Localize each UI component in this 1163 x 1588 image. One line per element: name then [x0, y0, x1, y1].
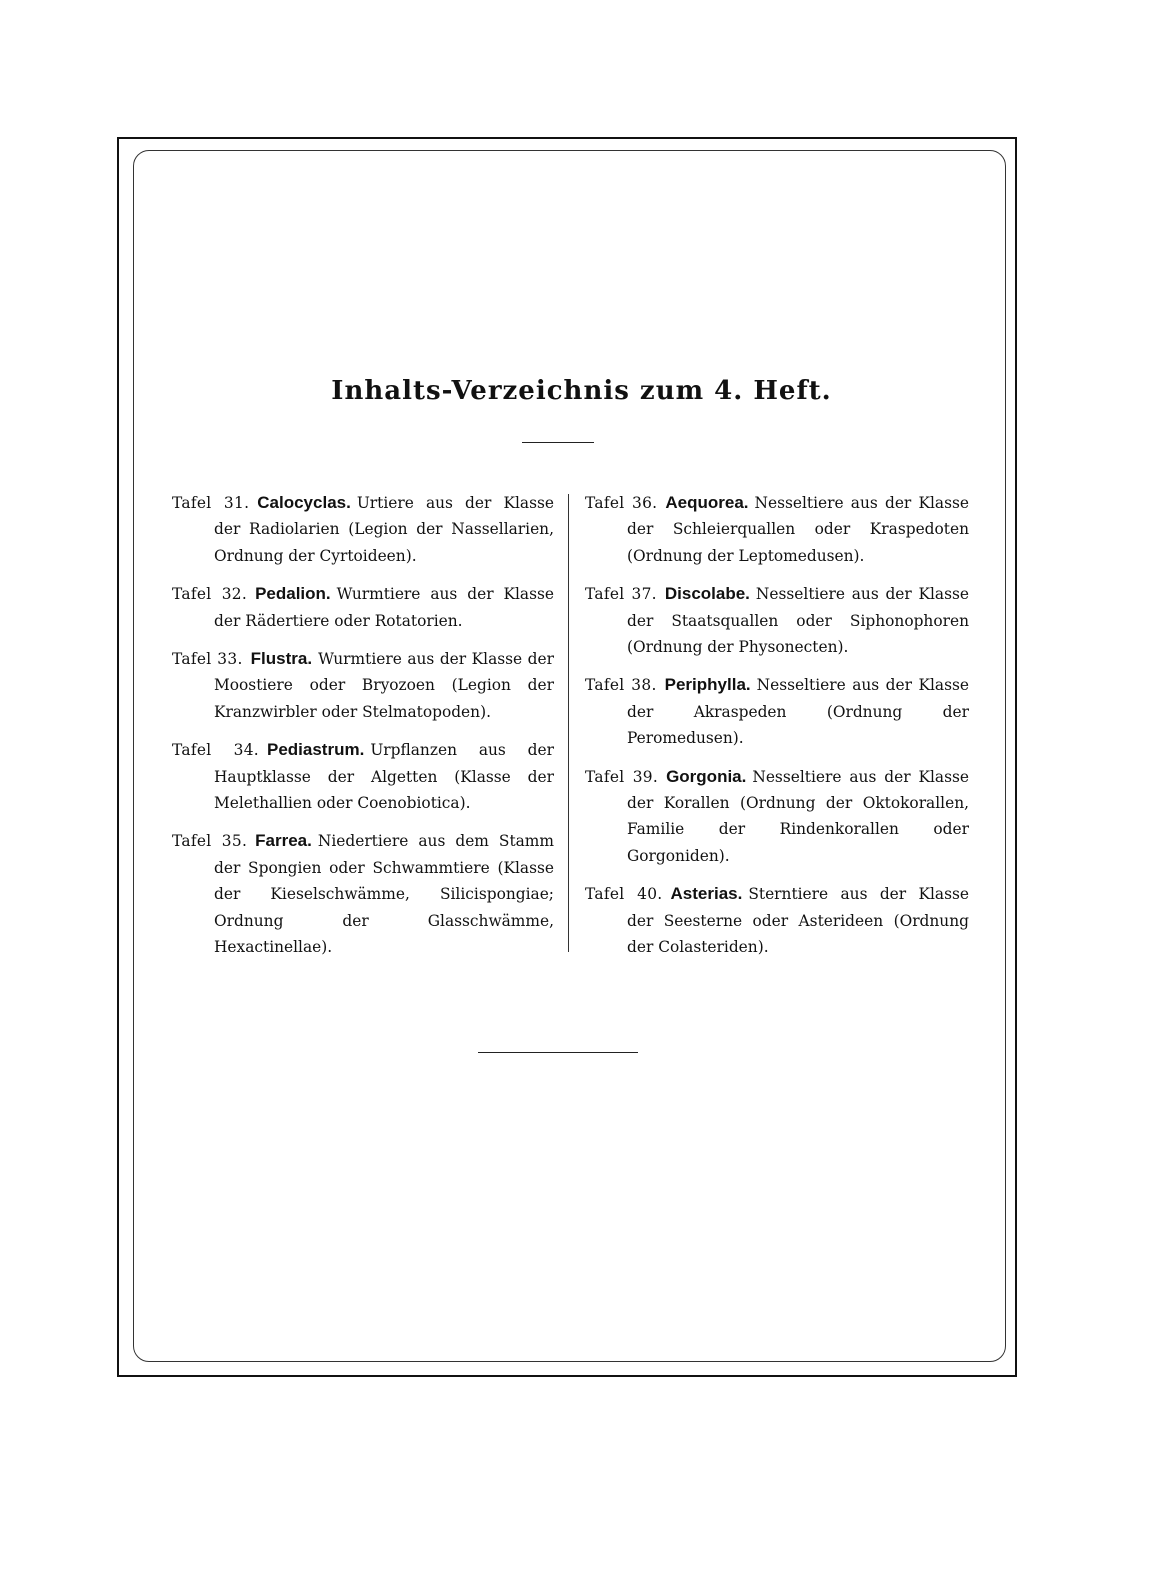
entry-description: Urpflanzen aus der Hauptklasse der Algetten (Klasse der Melethallien oder Coenobiotica).	[214, 741, 554, 813]
toc-entry	[172, 646, 554, 725]
toc-entry	[172, 581, 554, 634]
toc-entry	[172, 737, 554, 816]
plate-number: Tafel 31.	[172, 494, 250, 512]
toc-right-column	[585, 490, 969, 973]
plate-number: Tafel 38.	[585, 676, 657, 695]
genus-name: Aequorea.	[665, 493, 749, 512]
genus-name: Flustra.	[250, 649, 313, 669]
genus-name: Asterias.	[670, 884, 743, 904]
plate-number: Tafel 33.	[172, 650, 243, 669]
toc-entry	[585, 764, 969, 870]
genus-name: Farrea.	[255, 831, 312, 851]
genus-name: Discolabe.	[664, 584, 750, 604]
bottom-divider	[478, 1052, 638, 1053]
entry-description: Nesseltiere aus der Klasse der Akraspeden (Ordnung der Peromedusen).	[627, 676, 969, 748]
plate-number: Tafel 32.	[172, 585, 248, 604]
page-title: Inhalts-Verzeichnis zum 4. Heft.	[331, 376, 832, 406]
toc-left-column	[172, 490, 554, 973]
column-divider	[568, 494, 569, 952]
plate-number: Tafel 35.	[172, 832, 248, 851]
plate-number: Tafel 40.	[585, 885, 663, 904]
genus-name: Pedalion.	[255, 584, 331, 604]
entry-description: Wurmtiere aus der Klasse der Rädertiere oder Rotatorien.	[214, 585, 554, 630]
toc-entry	[585, 581, 969, 660]
toc-entry	[585, 490, 969, 569]
genus-name: Calocyclas.	[257, 493, 351, 512]
genus-name: Gorgonia.	[666, 766, 747, 786]
plate-number: Tafel 37.	[585, 585, 657, 604]
plate-number: Tafel 39.	[585, 767, 659, 786]
toc-entry	[585, 881, 969, 960]
plate-number: Tafel 36.	[585, 494, 658, 512]
entry-description: Nesseltiere aus der Klasse der Staatsquallen oder Siphonophoren (Ordnung der Physonecten).	[627, 585, 969, 657]
entry-description: Wurmtiere aus der Klasse der Moostiere oder Bryozoen (Legion der Kranzwirbler oder Stelmatopoden).	[214, 650, 554, 721]
genus-name: Periphylla.	[664, 675, 751, 695]
title-divider	[522, 442, 594, 443]
toc-entry	[172, 828, 554, 960]
genus-name: Pediastrum.	[267, 740, 365, 760]
entry-description: Nesseltiere aus der Klasse der Korallen (Ordnung der Oktokorallen, Familie der Rindenkorallen oder Gorgoniden).	[627, 767, 969, 865]
toc-entry	[585, 672, 969, 751]
entry-description: Urtiere aus der Klasse der Radiolarien (Legion der Nassellarien, Ordnung der Cyrtoideen).	[214, 494, 554, 565]
entry-description: Sterntiere aus der Klasse der Seesterne oder Asterideen (Ordnung der Colasteriden).	[627, 885, 969, 957]
entry-description: Nesseltiere aus der Klasse der Schleierquallen oder Kraspedoten (Ordnung der Leptomedusen).	[627, 494, 969, 565]
plate-number: Tafel 34.	[172, 741, 259, 760]
entry-description: Niedertiere aus dem Stamm der Spongien oder Schwammtiere (Klasse der Kieselschwämme, Silicispongiae; Ordnung der Glasschwämme, Hexactinellae).	[214, 832, 554, 957]
toc-entry	[172, 490, 554, 569]
